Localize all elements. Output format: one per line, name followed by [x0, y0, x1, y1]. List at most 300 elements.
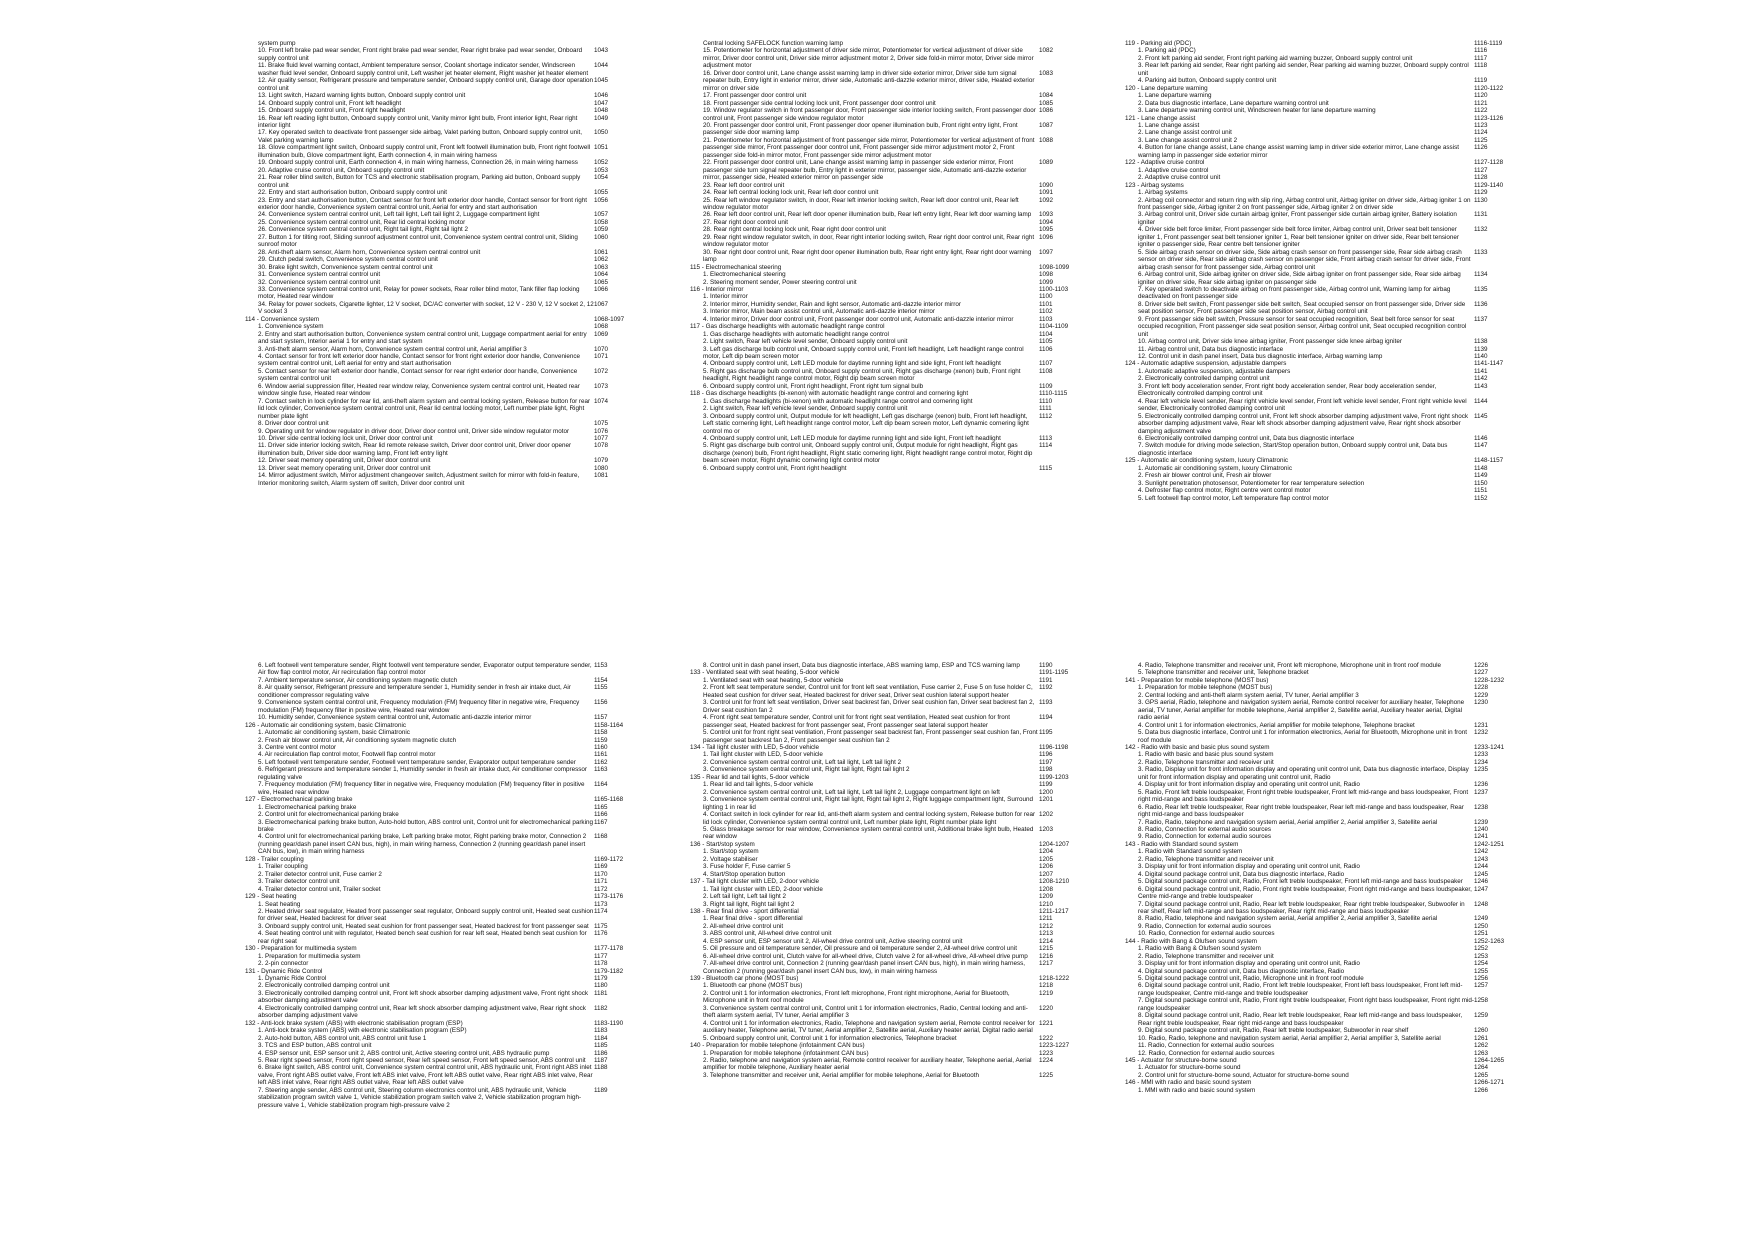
entry-text: 33. Convenience system central control unit, Relay for power sockets, Rear roller blind motor, Tank filler flap locking motor, Heated rear window [258, 285, 580, 301]
entry-text: 9. Front passenger side belt switch, Pressure sensor for seat occupied recognition, Seat belt force sensor for seat occupied recognition, Front passenger side seat position sensor, Airbag control unit, Seat occupied recognition control unit [1138, 315, 1467, 338]
index-heading [690, 264, 1078, 271]
entry-page-number: 1177 [594, 952, 608, 960]
index-heading [245, 856, 633, 863]
entry-page-number: 1261 [1474, 1034, 1489, 1042]
entry-text: 4. Digital sound package control unit, Data bus diagnostic interface, Radio [1138, 967, 1345, 975]
entry-page-number: 1162 [594, 758, 608, 766]
index-heading [690, 908, 1078, 915]
index-entry [703, 442, 1078, 464]
entry-page-number: 1061 [594, 248, 609, 256]
entry-page-number: 1087 [1039, 121, 1054, 129]
entry-text: 7. Contact switch in lock cylinder for rear lid, anti-theft alarm system and central locking system, Release button for rear lid lock cylinder, Convenience system central control unit, Rear lid central locking motor, Left number plate light, Right number plate light [258, 397, 591, 420]
entry-text: 12. Driver seat memory operating unit, Driver door control unit [258, 457, 431, 465]
index-entry [258, 1050, 633, 1057]
entry-text: 3. Onboard supply control unit, Heated seat cushion for front passenger seat, Heated backrest for front passenger seat [258, 922, 589, 930]
index-entry [1138, 167, 1513, 174]
entry-page-number: 1210 [1039, 900, 1054, 908]
entry-page-number: 1181 [594, 989, 608, 997]
index-entry [258, 759, 633, 766]
index-heading [1125, 457, 1513, 464]
entry-page-number: 1081 [594, 472, 609, 480]
entry-page-number: 1222 [1039, 1034, 1054, 1042]
entry-text: 2. Front left parking aid sender, Front right parking aid warning buzzer, Onboard supply control unit [1138, 54, 1413, 62]
entry-text: 1. MMI with radio and basic sound system [1138, 1086, 1256, 1094]
entry-page-number: 1120-1122 [1474, 84, 1504, 92]
entry-text: 3. Fuse holder F, Fuse carrier 5 [703, 863, 791, 871]
index-entry [703, 990, 1078, 1005]
index-entry [258, 353, 633, 368]
entry-page-number: 1224 [1039, 1057, 1054, 1065]
index-entry [703, 137, 1078, 159]
entry-page-number: 1047 [594, 99, 609, 107]
index-entry [258, 256, 633, 263]
entry-text: 5. Digital sound package control unit, Radio, Microphone unit in front roof module [1138, 975, 1364, 983]
entry-text: 133 - Ventilated seat with seat heating, 5-door vehicle [690, 669, 840, 677]
entry-text: 14. Mirror adjustment switch, Mirror adjustment changeover switch, Adjustment switch for mirror with fold-in feature, Interior monitoring switch, Alarm system off switch, Driver door control unit [258, 472, 580, 487]
entry-text: 18. Front passenger side central locking lock unit, Front passenger door control unit [703, 99, 936, 107]
entry-text: 1. Tail light cluster with LED, 5-door vehicle [703, 751, 823, 759]
index-entry [258, 100, 633, 107]
entry-page-number: 1247 [1474, 885, 1489, 893]
index-heading [1125, 85, 1513, 92]
index-entry [258, 811, 633, 818]
index-entry [258, 115, 633, 130]
entry-page-number: 1257 [1474, 982, 1489, 990]
entry-page-number: 1223-1227 [1039, 1042, 1070, 1050]
entry-text: 28. Rear right central locking lock unit, Rear right door control unit [703, 226, 887, 234]
entry-page-number: 1055 [594, 189, 609, 197]
entry-text: 1. Airbag systems [1138, 189, 1188, 197]
index-entry [1138, 848, 1513, 855]
index-entry [258, 167, 633, 174]
entry-text: 3. Display unit for front information display and operating unit control unit, Radio [1138, 960, 1360, 968]
index-entry [258, 286, 633, 301]
index-entry [1138, 398, 1513, 413]
index-entry [1138, 923, 1513, 930]
entry-text: 8. Radio, Connection for external audio sources [1138, 825, 1272, 833]
entry-page-number: 1159 [594, 736, 608, 744]
entry-page-number: 1179 [594, 975, 608, 983]
entry-page-number: 1242 [1474, 848, 1489, 856]
index-entry [258, 751, 633, 758]
entry-page-number: 1059 [594, 226, 609, 234]
entry-text: 7. Ambient temperature sensor, Air conditioning system magnetic clutch [258, 676, 458, 684]
entry-text: 5. Rear right speed sensor, Front right speed sensor, Rear left speed sensor, Front left speed sensor, ABS control unit [258, 1057, 586, 1065]
index-heading [1125, 744, 1513, 751]
index-entry [1138, 383, 1513, 398]
entry-page-number: 1208 [1039, 885, 1054, 893]
entry-text: 3. Electronically controlled damping control unit, Front left shock absorber damping adjustment valve, Front right shock absorber damping adjustment valve [258, 989, 589, 1005]
entry-page-number: 1063 [594, 263, 609, 271]
entry-page-number: 1143 [1474, 382, 1488, 390]
index-heading [1125, 40, 1513, 47]
entry-page-number: 1133 [1474, 248, 1488, 256]
entry-text: 136 - Start/stop system [690, 840, 755, 848]
entry-text: 28. Anti-theft alarm sensor, Alarm horn, Convenience system central control unit [258, 248, 481, 256]
index-entry [703, 293, 1078, 300]
entry-text: 1. Actuator for structure-borne sound [1138, 1064, 1241, 1072]
index-entry [703, 197, 1078, 212]
entry-text: 6. Refrigerant pressure and temperature sender 1, Humidity sender in fresh air intake duct, Air conditioner compressor regulating valve [258, 766, 587, 781]
entry-page-number: 1204 [1039, 848, 1054, 856]
entry-text: 13. Driver seat memory operating unit, Driver door control unit [258, 464, 431, 472]
entry-text: 1. Lane change assist [1138, 121, 1200, 129]
entry-page-number: 1157 [594, 714, 608, 722]
entry-text: 2. Voltage stabiliser [703, 855, 758, 863]
entry-text: 5. Oil pressure and oil temperature sender, Oil pressure and oil temperature sender 2, All-wheel drive control unit [703, 945, 1017, 953]
entry-page-number: 1111 [1039, 405, 1052, 413]
index-entry [1138, 699, 1513, 721]
index-entry [258, 197, 633, 212]
entry-page-number: 1265 [1474, 1071, 1489, 1079]
index-entry [1138, 819, 1513, 826]
index-entry [703, 662, 1078, 669]
entry-page-number: 1112 [1039, 412, 1053, 420]
entry-text: 8. Driver side belt switch, Front passenger side belt switch, Seat occupied sensor on front passenger side, Driver side seat position sensor, Front passenger side seat position sensor, Airbag control unit [1138, 300, 1466, 316]
entry-text: 7. Digital sound package control unit, Radio, Front right treble loudspeaker, Front right bass loudspeaker, Front right mid-range loudspeaker [1138, 997, 1475, 1012]
entry-page-number: 1194 [1039, 714, 1053, 722]
entry-text: 129 - Seat heating [245, 893, 297, 901]
entry-text: 2. Heated driver seat regulator, Heated front passenger seat regulator, Onboard supply control unit, Heated seat cushion for driver seat, Heated backrest for driver seat [258, 907, 594, 923]
entry-text: 27. Rear right door control unit [703, 218, 789, 226]
entry-page-number: 1100 [1039, 293, 1053, 301]
entry-page-number: 1086 [1039, 107, 1054, 115]
entry-page-number: 1125 [1474, 136, 1488, 144]
index-entry [703, 70, 1078, 92]
entry-page-number: 1115 [1039, 464, 1053, 472]
entry-text: 23. Entry and start authorisation button, Contact sensor for front left exterior door handle, Contact sensor for front right exterior door handle, Convenience system central control unit, Aerial for entry and start authorisation [258, 196, 588, 211]
entry-text: 2. Lane change assist control unit [1138, 129, 1232, 137]
index-entry [703, 1057, 1078, 1072]
entry-page-number: 1208-1210 [1039, 878, 1070, 886]
entry-text: 134 - Tail light cluster with LED, 5-door vehicle [690, 743, 820, 751]
entry-text: 11. Brake fluid level warning contact, Ambient temperature sensor, Coolant shortage indicator sender, Windscreen washer fluid level sender, Onboard supply control unit, Left washer jet heater element, Right washer jet heater element [258, 62, 589, 77]
entry-page-number: 1101 [1039, 300, 1053, 308]
entry-text: 3. Airbag control unit, Driver side curtain airbag igniter, Front passenger side curtain airbag igniter, Battery isolation igniter [1138, 211, 1457, 226]
entry-page-number: 1171 [594, 878, 608, 886]
entry-text: 3. ABS control unit, All-wheel drive control unit [703, 930, 832, 938]
entry-page-number: 1046 [594, 92, 609, 100]
entry-page-number: 1103 [1039, 315, 1053, 323]
entry-page-number: 1228 [1474, 684, 1489, 692]
index-entry [258, 886, 633, 893]
index-entry [703, 226, 1078, 233]
entry-text: 1. Lane departure warning [1138, 92, 1212, 100]
index-entry [703, 901, 1078, 908]
index-entry [1138, 662, 1513, 669]
entry-text: 2. Electronically controlled damping control unit [1138, 375, 1270, 383]
index-entry [258, 40, 633, 47]
entry-page-number: 1144 [1474, 397, 1488, 405]
entry-text: 7. Steering angle sender, ABS control unit, Steering column electronics control unit, ABS hydraulic unit, Vehicle stabilization program switch valve 1, Vehicle stabilization program switch valve 2, Vehicle stabilization program high-pressure valve 1, Vehicle stabilization program high-pressure valve 2 [258, 1086, 582, 1109]
index-entry [258, 47, 633, 62]
entry-page-number: 1153 [594, 662, 608, 669]
entry-text: 127 - Electromechanical parking brake [245, 796, 353, 804]
entry-page-number: 1215 [1039, 945, 1054, 953]
entry-text: 2. Adaptive cruise control unit [1138, 174, 1221, 182]
index-entry [1138, 669, 1513, 676]
index-entry [703, 945, 1078, 952]
entry-page-number: 1100-1103 [1039, 285, 1069, 293]
index-entry [703, 360, 1078, 367]
entry-page-number: 1145 [1474, 412, 1488, 420]
index-entry [1138, 413, 1513, 435]
index-entry [258, 331, 633, 346]
entry-text: 8. Digital sound package control unit, Radio, Rear left treble loudspeaker, Rear left mid-range and bass loudspeaker, Rear right treble loudspeaker, Rear right mid-range and bass loudspeaker [1138, 1012, 1463, 1027]
index-entry [703, 871, 1078, 878]
entry-text: Central locking SAFELOCK function warning lamp [703, 40, 843, 47]
index-entry [1138, 137, 1513, 144]
entry-page-number: 1251 [1474, 930, 1489, 938]
entry-page-number: 1082 [1039, 47, 1054, 55]
index-entry [703, 863, 1078, 870]
entry-text: 118 - Gas discharge headlights (bi-xenon) with automatic headlight range control and cornering light [690, 390, 969, 398]
entry-page-number: 1123-1126 [1474, 114, 1504, 122]
entry-page-number: 1122 [1474, 107, 1488, 115]
entry-text: 1. Preparation for multimedia system [258, 952, 361, 960]
entry-text: 3. Telephone transmitter and receiver unit, Aerial amplifier for mobile telephone, Aerial for Bluetooth [703, 1071, 980, 1079]
index-entry [703, 413, 1078, 435]
entry-page-number: 1255 [1474, 967, 1489, 975]
entry-text: 7. Frequency modulation (FM) frequency filter in negative wire, Frequency modulation (FM) frequency filter in positive wire, Heated rear window [258, 781, 585, 796]
index-entry [1138, 960, 1513, 967]
entry-text: 1. Gas discharge headlights (bi-xenon) with automatic headlight range control and cornering light [703, 397, 973, 405]
entry-text: 2. Steering moment sender, Power steering control unit [703, 278, 857, 286]
entry-page-number: 1165-1168 [594, 796, 624, 804]
entry-page-number: 1259 [1474, 1012, 1489, 1020]
entry-text: 10. Front left brake pad wear sender, Front right brake pad wear sender, Rear right brake pad wear sender, Onboard supply control unit [258, 47, 583, 62]
entry-page-number: 1093 [1039, 211, 1054, 219]
entry-text: 20. Front passenger door control unit, Front passenger door opener illumination bulb, Front right entry light, Front passenger side door warning lamp [703, 121, 1018, 137]
entry-page-number: 1158 [594, 729, 608, 737]
entry-page-number: 1110-1115 [1039, 390, 1068, 398]
index-heading [690, 286, 1078, 293]
entry-text: 4. Air recirculation flap control motor, Footwell flap control motor [258, 751, 436, 759]
entry-text: 120 - Lane departure warning [1125, 84, 1208, 92]
index-entry [258, 92, 633, 99]
entry-page-number: 1175 [594, 922, 608, 930]
entry-page-number: 1109 [1039, 382, 1053, 390]
entry-page-number: 1266-1271 [1474, 1079, 1505, 1087]
index-entry [258, 871, 633, 878]
entry-page-number: 1056 [594, 196, 609, 204]
entry-page-number: 1190 [1039, 662, 1053, 669]
entry-text: 2. Light switch, Rear left vehicle level sender, Onboard supply control unit [703, 338, 908, 346]
entry-page-number: 1120 [1474, 92, 1488, 100]
entry-text: 2. 2-pin connector [258, 960, 309, 968]
index-entry [1138, 100, 1513, 107]
entry-text: 124 - Automatic adaptive suspension, adjustable dampers [1125, 360, 1287, 368]
entry-text: 1. Anti-lock brake system (ABS) with electronic stabilisation program (ESP) [258, 1027, 467, 1035]
entry-text: 4. Start/Stop operation button [703, 870, 786, 878]
entry-page-number: 1191-1195 [1039, 669, 1069, 677]
index-entry [1138, 480, 1513, 487]
index-entry [258, 1005, 633, 1020]
entry-page-number: 1104 [1039, 330, 1053, 338]
index-entry [258, 428, 633, 435]
entry-text: 2. Light switch, Rear left vehicle level sender, Onboard supply control unit [703, 405, 908, 413]
index-entry [1138, 856, 1513, 863]
index-heading [245, 796, 633, 803]
index-entry [703, 338, 1078, 345]
entry-text: 9. Convenience system central control unit, Frequency modulation (FM) frequency filter in negative wire, Frequency modulation (FM) frequency filter in positive wire, Heated rear window [258, 699, 580, 714]
index-entry [703, 923, 1078, 930]
entry-page-number: 1228-1232 [1474, 676, 1505, 684]
index-entry [703, 398, 1078, 405]
index-entry [258, 908, 633, 923]
index-entry [258, 982, 633, 989]
entry-text: 16. Driver door control unit, Lane change assist warning lamp in driver side exterior mirror, Driver side turn signal repeater bulb, Entry light in exterior mirror, driver side, Automatic anti-dazzle exterior mirror, driver side, Heated exterior mirror on driver side [703, 69, 1035, 92]
entry-text: 4. ESP sensor unit, ESP sensor unit 2, All-wheel drive control unit, Active steering control unit [703, 937, 963, 945]
index-entry [703, 92, 1078, 99]
entry-text: 2. Fresh air blower control unit, Air conditioning system magnetic clutch [258, 736, 457, 744]
entry-text: 138 - Rear final drive - sport differential [690, 907, 799, 915]
entry-text: 3. Convenience system central control unit, Right tail light, Right tail light 2 [703, 766, 910, 774]
index-heading [690, 669, 1078, 676]
entry-page-number: 1151 [1474, 487, 1488, 495]
index-entry [258, 901, 633, 908]
entry-text: 5. Right gas discharge bulb control unit, Onboard supply control unit, Output module for right headlight, Right gas discharge (xenon) bulb, Front right headlight, Right static cornering light, Right headlight range control motor, Right dip beam screen motor, Right dynamic cornering light control motor [703, 442, 1033, 465]
entry-text: 4. Control unit for electromechanical parking brake, Left parking brake motor, Right parking brake motor, Connection 2 (running gear/dash panel insert CAN bus, high), in main wiring harness, Connection 2 (running gear/dash panel insert CAN bus, low), in main wiring harness [258, 833, 587, 856]
index-entry [258, 442, 633, 457]
entry-page-number: 1239 [1474, 818, 1489, 826]
index-entry [703, 982, 1078, 989]
entry-text: 2. Front left seat temperature sender, Control unit for front left seat ventilation, Fuse carrier 2, Fuse 5 on fuse holder C, Heated seat cushion for driver seat, Heated backrest for driver seat, Driver seat cushion lateral support heater [703, 684, 1033, 699]
entry-text: 21. Potentiometer for horizontal adjustment of front passenger side mirror, Potentiometer for vertical adjustment of front passenger side mirror, Front passenger door control unit, Front passenger side mirror adjustment motor 2, Front passenger side fold-in mirror motor, Front passenger side mirror adjustment motor [703, 136, 1035, 159]
entry-page-number: 1189 [594, 1086, 608, 1094]
index-entry [703, 249, 1078, 264]
entry-text: 3. Left gas discharge bulb control unit, Onboard supply control unit, Front left headlight, Left headlight range control motor, Left dip beam screen motor [703, 345, 1024, 361]
entry-page-number: 1092 [1039, 196, 1054, 204]
entry-page-number: 1262 [1474, 1042, 1489, 1050]
index-entry [258, 953, 633, 960]
index-entry [258, 457, 633, 464]
index-heading [1125, 1057, 1513, 1064]
entry-page-number: 1186 [594, 1049, 608, 1057]
entry-page-number: 1179-1182 [594, 967, 624, 975]
entry-page-number: 1240 [1474, 825, 1489, 833]
entry-page-number: 1241 [1474, 833, 1489, 841]
entry-page-number: 1264 [1474, 1064, 1489, 1072]
entry-page-number: 1266 [1474, 1086, 1489, 1094]
index-heading [1125, 159, 1513, 166]
entry-page-number: 1058 [594, 218, 609, 226]
index-entry [1138, 759, 1513, 766]
entry-page-number: 1187 [594, 1057, 608, 1065]
entry-text: 15. Potentiometer for horizontal adjustment of driver side mirror, Potentiometer for vertical adjustment of driver side mirror, Driver door control unit, Driver side mirror adjustment motor 2, Driver side fold-in mirror motor, Driver side mirror adjustment motor [703, 47, 1034, 70]
entry-page-number: 1218 [1039, 982, 1054, 990]
index-entry [258, 1042, 633, 1049]
entry-page-number: 1212 [1039, 922, 1054, 930]
entry-text: 114 - Convenience system [245, 315, 320, 323]
entry-text: 5. Right gas discharge bulb control unit, Onboard supply control unit, Right gas discharge (xenon) bulb, Front right headlight, Right headlight range control motor, Right dip beam screen motor [703, 367, 1021, 383]
index-entry [1138, 766, 1513, 781]
entry-page-number: 1232 [1474, 729, 1489, 737]
entry-text: 3. Interior mirror, Main beam assist control unit, Automatic anti-dazzle interior mirror [703, 308, 936, 316]
index-entry [258, 684, 633, 699]
index-entry [703, 751, 1078, 758]
index-heading [690, 975, 1078, 982]
entry-page-number: 1264-1265 [1474, 1057, 1505, 1065]
index-entry [258, 923, 633, 930]
entry-page-number: 1158-1164 [594, 721, 624, 729]
index-entry [1138, 901, 1513, 916]
entry-text: 5. Control unit for front right seat ventilation, Front passenger seat backrest fan, Front passenger seat cushion fan, Front passenger seat backrest fan 2, Front passenger seat cushion fan 2 [703, 729, 1038, 744]
entry-text: 146 - MMI with radio and basic sound system [1125, 1079, 1252, 1087]
entry-text: 16. Rear left reading light button, Onboard supply control unit, Vanity mirror light bulb, Front interior light, Rear right interior light [258, 114, 578, 129]
index-entry [703, 1005, 1078, 1020]
index-heading [245, 945, 633, 952]
entry-page-number: 1254 [1474, 960, 1489, 968]
index-heading [690, 841, 1078, 848]
index-entry [258, 744, 633, 751]
entry-text: 1. Adaptive cruise control [1138, 166, 1209, 174]
entry-page-number: 1173-1176 [594, 893, 624, 901]
entry-page-number: 1252 [1474, 945, 1489, 953]
entry-text: 4. Contact sensor for front left exterior door handle, Contact sensor for front right exterior door handle, Convenience system central control unit, Left aerial for entry and start authorisation [258, 353, 581, 368]
entry-text: 6. Onboard supply control unit, Front right headlight, Front right turn signal bulb [703, 382, 924, 390]
entry-page-number: 1167 [594, 818, 608, 826]
entry-text: 130 - Preparation for multimedia system [245, 945, 357, 953]
index-entry [1138, 92, 1513, 99]
index-entry [258, 819, 633, 834]
index-entry [703, 100, 1078, 107]
entry-page-number: 1134 [1474, 271, 1488, 279]
entry-text: 3. Trailer detector control unit [258, 878, 340, 886]
index-entry [703, 346, 1078, 361]
entry-text: 2. Radio, Telephone transmitter and receiver unit [1138, 952, 1274, 960]
entry-text: 11. Driver side interior locking switch, Rear lid remote release switch, Driver door control unit, Driver door opener illumination bulb, Driver side door warning lamp, Front left entry light [258, 442, 572, 457]
index-entry [258, 301, 633, 316]
entry-text: 5. Contact sensor for rear left exterior door handle, Contact sensor for rear right exterior door handle, Convenience system central control unit [258, 367, 578, 383]
index-entry [1138, 684, 1513, 691]
entry-page-number: 1127 [1474, 166, 1488, 174]
entry-page-number: 1242-1251 [1474, 840, 1505, 848]
entry-page-number: 1170 [594, 870, 608, 878]
entry-page-number: 1229 [1474, 691, 1489, 699]
index-entry [1138, 62, 1513, 77]
entry-text: 12. Control unit in dash panel insert, Data bus diagnostic interface, Airbag warning lamp [1138, 353, 1383, 361]
index-entry [703, 938, 1078, 945]
entry-text: 5. Telephone transmitter and receiver unit, Telephone bracket [1138, 669, 1309, 677]
entry-page-number: 1178 [594, 960, 608, 968]
entry-text: 142 - Radio with basic and basic plus sound system [1125, 743, 1270, 751]
index-entry [258, 863, 633, 870]
index-entry [1138, 871, 1513, 878]
entry-page-number: 1146 [1474, 435, 1488, 443]
entry-page-number: 1202 [1039, 811, 1054, 819]
index-entry [1138, 833, 1513, 840]
index-entry [258, 662, 633, 677]
entry-page-number: 1048 [594, 107, 609, 115]
entry-text: 3. Rear left parking aid sender, Rear right parking aid sender, Rear parking aid warning buzzer, Onboard supply control unit [1138, 62, 1469, 77]
index-entry [703, 960, 1078, 975]
entry-page-number: 1199 [1039, 781, 1053, 789]
entry-text: 1. Radio with basic and basic plus sound system [1138, 751, 1274, 759]
entry-page-number: 1141-1147 [1474, 360, 1504, 368]
index-entry [258, 737, 633, 744]
entry-text: 10. Driver side central locking lock unit, Driver door control unit [258, 435, 433, 443]
index-entry [703, 1035, 1078, 1042]
entry-text: 3. Display unit for front information display and operating unit control unit, Radio [1138, 863, 1360, 871]
entry-page-number: 1204-1207 [1039, 840, 1070, 848]
index-entry [1138, 930, 1513, 937]
entry-text: 1. Bluetooth car phone (MOST bus) [703, 982, 803, 990]
entry-page-number: 1197 [1039, 758, 1053, 766]
entry-page-number: 1141 [1474, 367, 1488, 375]
entry-text: 1. Interior mirror [703, 293, 748, 301]
index-entry [258, 472, 633, 487]
